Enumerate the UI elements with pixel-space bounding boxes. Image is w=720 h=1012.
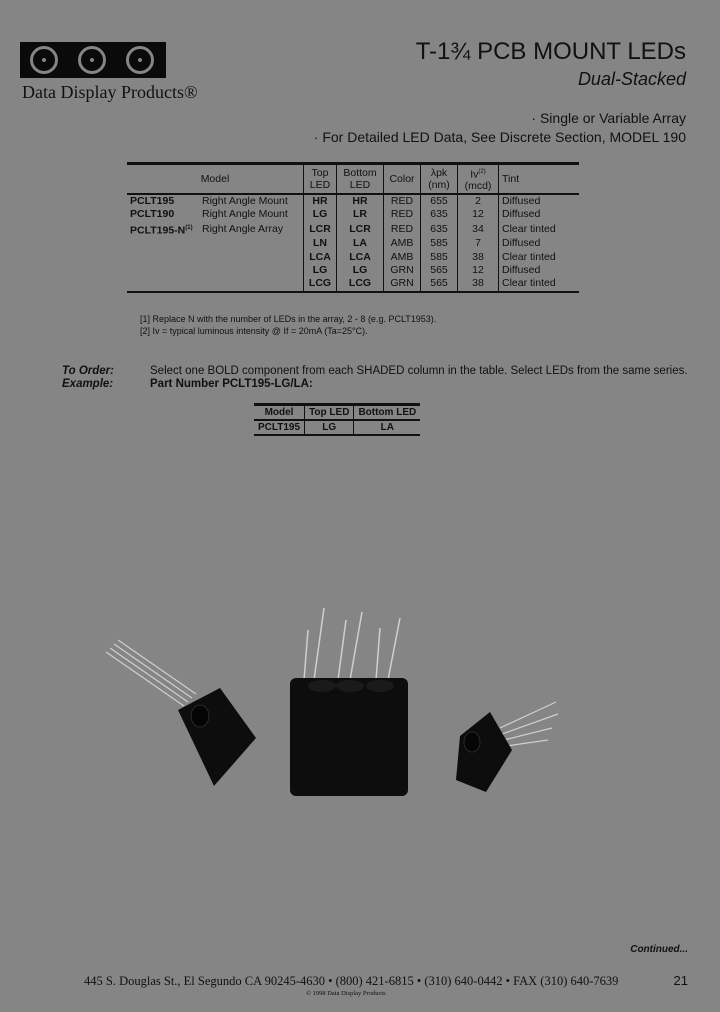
middle-led-leads bbox=[304, 608, 400, 680]
company-name: Data Display Products® bbox=[22, 82, 198, 102]
top-led: LCA bbox=[304, 251, 337, 264]
page-title: T-1¾ PCB MOUNT LEDs bbox=[415, 38, 686, 65]
copyright: © 1998 Data Display Products bbox=[306, 990, 386, 997]
led-iv: 38 bbox=[458, 277, 499, 291]
footer-address: 445 S. Douglas St., El Segundo CA 90245-4630 • (800) 421-6815 • (310) 640-0442 • FAX (310) 640-7639 bbox=[84, 974, 619, 988]
bottom-led: LCR bbox=[337, 222, 384, 238]
page-number: 21 bbox=[673, 973, 688, 988]
header-top-led-line1: Top bbox=[311, 167, 329, 179]
logo-p-glyph bbox=[126, 46, 154, 74]
header-top-led bbox=[304, 164, 337, 195]
header-top-led-line2: LED bbox=[309, 179, 331, 191]
middle-led-lens bbox=[308, 680, 336, 692]
led-lambda-peak: 565 bbox=[421, 264, 458, 277]
led-color: GRN bbox=[390, 263, 414, 276]
led-tint: Clear tinted bbox=[502, 250, 556, 263]
model-description-empty bbox=[199, 264, 304, 277]
led-tint: Diffused bbox=[502, 208, 541, 221]
order-header-model: Model bbox=[254, 405, 305, 421]
model-name-empty bbox=[127, 237, 199, 250]
top-led: LG bbox=[304, 208, 337, 221]
header-lpk-line2: (nm) bbox=[428, 179, 450, 191]
spec-table-header bbox=[127, 164, 579, 195]
top-led: HR bbox=[304, 194, 337, 208]
example-part-number: Part Number PCLT195-LG/LA: bbox=[150, 378, 313, 390]
bottom-led: LR bbox=[337, 208, 384, 221]
page-subtitle: Dual-Stacked bbox=[577, 69, 686, 89]
bottom-led: HR bbox=[337, 194, 384, 208]
bottom-led: LA bbox=[337, 237, 384, 250]
model-name-empty bbox=[127, 251, 199, 264]
header-bottom-led bbox=[337, 164, 384, 195]
table-row bbox=[127, 264, 579, 277]
model-name-empty bbox=[127, 277, 199, 291]
order-header-bottom-led: Bottom LED bbox=[354, 405, 420, 421]
order-bottom-led: LA bbox=[354, 420, 420, 435]
feature-bullet: · For Detailed LED Data, See Discrete Section, MODEL 190 bbox=[313, 129, 686, 145]
model-name: PCLT195 bbox=[130, 195, 175, 207]
table-row bbox=[127, 194, 579, 208]
led-color: AMB bbox=[390, 237, 414, 250]
header-lambda-peak bbox=[421, 164, 458, 195]
top-led: LG bbox=[304, 264, 337, 277]
header-bottom-led-line1: Bottom bbox=[343, 167, 377, 179]
led-lambda-peak: 635 bbox=[421, 222, 458, 238]
order-table-header bbox=[254, 405, 420, 421]
header-iv bbox=[458, 164, 499, 195]
left-led-lens bbox=[191, 705, 209, 727]
logo-d1-glyph bbox=[30, 46, 58, 74]
continued-label: Continued... bbox=[630, 944, 688, 955]
middle-led-body bbox=[290, 678, 408, 796]
led-iv: 38 bbox=[458, 251, 499, 264]
top-led: LCG bbox=[304, 277, 337, 291]
led-color: RED bbox=[390, 222, 414, 235]
table-row bbox=[127, 208, 579, 221]
header-lpk-line1: λpk bbox=[430, 167, 448, 179]
to-order-label: To Order: bbox=[62, 365, 114, 377]
table-row bbox=[127, 277, 579, 291]
led-iv: 7 bbox=[458, 237, 499, 250]
model-description: Right Angle Mount bbox=[202, 195, 288, 207]
right-led-body bbox=[456, 712, 512, 792]
model-name: PCLT190 bbox=[130, 208, 175, 221]
header-color: Color bbox=[384, 164, 421, 195]
ddp-logo bbox=[20, 42, 166, 78]
left-led-leads bbox=[106, 640, 196, 706]
table-row bbox=[127, 222, 579, 238]
bottom-led: LCA bbox=[337, 251, 384, 264]
middle-led-lens bbox=[336, 680, 364, 692]
led-color: RED bbox=[390, 195, 414, 207]
table-row bbox=[254, 420, 420, 435]
model-description: Right Angle Mount bbox=[202, 208, 288, 221]
model-name-sup: (1) bbox=[185, 224, 193, 231]
right-led-leads bbox=[500, 702, 558, 746]
bottom-led: LCG bbox=[337, 277, 384, 291]
led-tint: Diffused bbox=[502, 195, 541, 207]
footnote-1: [1] Replace N with the number of LEDs in the array, 2 - 8 (e.g. PCLT1953). bbox=[140, 314, 437, 324]
header-iv-sup: (2) bbox=[478, 168, 486, 175]
led-tint: Clear tinted bbox=[499, 277, 580, 291]
order-top-led: LG bbox=[305, 420, 354, 435]
led-color: AMB bbox=[390, 250, 414, 263]
led-iv: 2 bbox=[458, 194, 499, 208]
middle-led-lens bbox=[366, 680, 394, 692]
led-iv: 34 bbox=[458, 222, 499, 238]
table-row bbox=[127, 237, 579, 250]
feature-bullet: · Single or Variable Array bbox=[531, 110, 686, 126]
footnote-2: [2] Iv = typical luminous intensity @ If = 20mA (Ta=25°C). bbox=[140, 326, 368, 336]
header-model: Model bbox=[127, 164, 304, 195]
led-product-photo bbox=[100, 600, 580, 800]
led-lambda-peak: 655 bbox=[421, 194, 458, 208]
top-led: LCR bbox=[304, 222, 337, 238]
model-description-empty bbox=[199, 237, 304, 250]
led-color: GRN bbox=[384, 277, 421, 291]
header-bottom-led-line2: LED bbox=[349, 179, 371, 191]
model-name bbox=[127, 222, 199, 238]
led-lambda-peak: 585 bbox=[421, 251, 458, 264]
model-name-text: PCLT195-N bbox=[130, 224, 186, 237]
example-label: Example: bbox=[62, 378, 114, 390]
model-description: Right Angle Array bbox=[202, 222, 284, 235]
led-tint: Diffused bbox=[502, 263, 541, 276]
left-led-body bbox=[178, 688, 256, 786]
right-led-lens bbox=[464, 732, 480, 752]
led-lambda-peak: 565 bbox=[421, 277, 458, 291]
spec-table bbox=[127, 162, 579, 293]
led-tint: Clear tinted bbox=[502, 222, 556, 235]
model-description-empty bbox=[199, 277, 304, 291]
top-led: LN bbox=[304, 237, 337, 250]
led-iv: 12 bbox=[458, 208, 499, 221]
order-model: PCLT195 bbox=[254, 420, 305, 435]
led-tint: Diffused bbox=[502, 237, 541, 250]
logo-d2-glyph bbox=[78, 46, 106, 74]
order-header-top-led: Top LED bbox=[305, 405, 354, 421]
header-iv-line1: Iv bbox=[470, 168, 479, 181]
model-name-empty bbox=[127, 264, 199, 277]
order-example-table bbox=[254, 403, 420, 436]
bottom-led: LG bbox=[337, 264, 384, 277]
header-iv-line2: (mcd) bbox=[464, 180, 492, 193]
model-description-empty bbox=[199, 251, 304, 264]
header-tint: Tint bbox=[499, 164, 580, 195]
led-lambda-peak: 585 bbox=[421, 237, 458, 250]
led-iv: 12 bbox=[458, 264, 499, 277]
to-order-text: Select one BOLD component from each SHADED column in the table. Select LEDs from the same series. bbox=[150, 365, 688, 377]
table-row bbox=[127, 251, 579, 264]
led-lambda-peak: 635 bbox=[421, 208, 458, 221]
led-color: RED bbox=[390, 208, 414, 221]
